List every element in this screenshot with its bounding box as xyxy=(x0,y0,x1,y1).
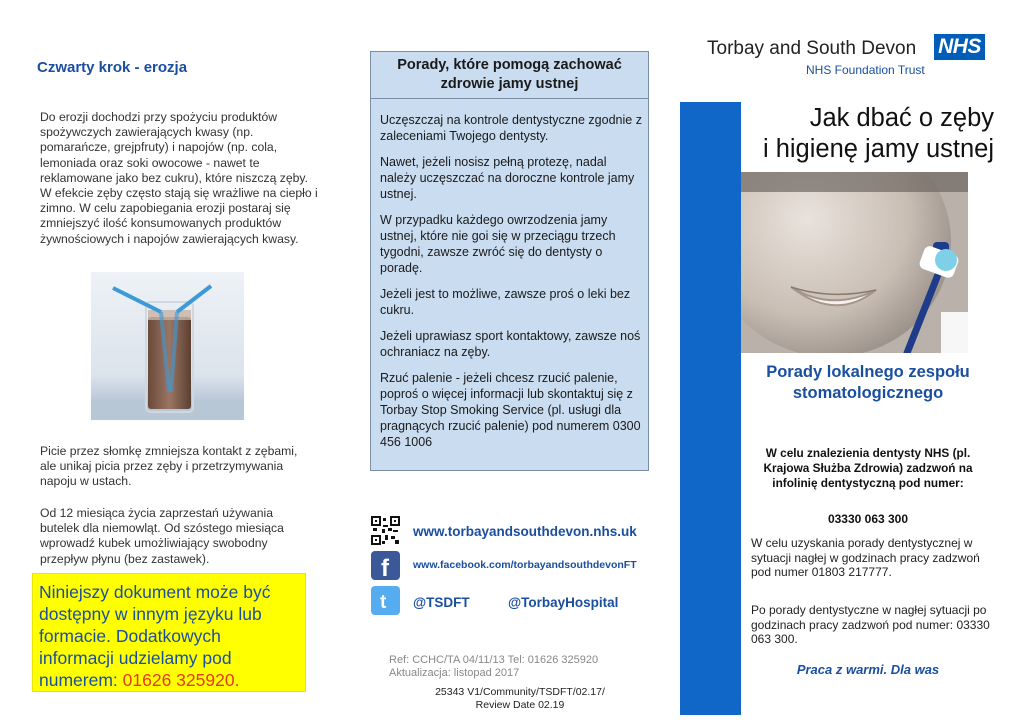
document-code-line: 25343 V1/Community/TSDFT/02.17/ xyxy=(435,686,605,698)
twitter-icon[interactable] xyxy=(371,586,400,615)
tip-item: Nawet, jeżeli nosisz pełną protezę, nadal należy uczęszczać na doroczne kontrole jamy ustnej. xyxy=(380,155,635,201)
alternative-format-box xyxy=(32,573,306,692)
section-heading-erosion: Czwarty krok - erozja xyxy=(37,59,188,76)
straw-paragraph: Picie przez słomkę zmniejsza kontakt z zębami, ale unikaj picia przez zęby i przetrzymywania napoju w ustach. xyxy=(40,444,298,489)
info-phone-number[interactable]: 01626 325920 xyxy=(122,670,235,690)
tips-title: Porady, które pomogą zachować zdrowie jamy ustnej xyxy=(371,52,648,99)
tip-item: W przypadku każdego owrzodzenia jamy ustnej, które nie goi się w przeciągu trzech tygodni, zawsze zwróć się do dentysty o poradę. xyxy=(380,213,616,275)
facebook-icon[interactable] xyxy=(371,551,400,580)
title-line-1: Jak dbać o zęby xyxy=(809,104,994,132)
glass-with-straws-photo xyxy=(91,272,244,420)
tip-item: Uczęszczaj na kontrole dentystyczne zgodnie z zaleceniami Twojego dentysty. xyxy=(380,113,642,143)
review-date: Review Date 02.19 xyxy=(475,699,565,711)
local-dental-team-heading: Porady lokalnego zespołu stomatologicznego xyxy=(766,363,970,402)
trust-name: NHS Foundation Trust xyxy=(806,63,925,77)
decorative-blue-bar xyxy=(680,102,741,715)
document-code xyxy=(380,686,660,712)
title-line-2: i higienę jamy ustnej xyxy=(762,135,994,163)
tip-item: Jeżeli jest to możliwe, zawsze proś o leki bez cukru. xyxy=(380,287,631,317)
erosion-paragraph: Do erozji dochodzi przy spożyciu produktów spożywczych zawierających kwasy (np. pomarańcze, grejpfruty) i napojów (np. cola, lemoniada oraz soki owocowe - nawet te reklamowane jako bez cukru), które niszczą zęby. W efekcie zęby często stają się wrażliwe na ciepło i zimno. W celu zapobiegania erozji postaraj się zmniejszyć ilość konsumowanych produktów żywnościowych i napojów zawierających kwasy. xyxy=(40,110,318,246)
reference-info xyxy=(389,654,598,680)
urgent-advice-text: W celu uzyskania porady dentystycznej w sytuacji nagłej w godzinach pracy zadzwoń pod numer 01803 217777. xyxy=(751,536,980,579)
twitter-handle-torbay-hospital[interactable]: @TorbayHospital xyxy=(508,595,619,610)
out-of-hours-text: Po porady dentystyczne w nagłej sytuacji po godzinach pracy zadzwoń pod numer: 03330 063 300. xyxy=(751,603,990,646)
update-date: Aktualizacja: listopad 2017 xyxy=(389,667,520,679)
leaflet-title xyxy=(690,103,994,165)
tips-box xyxy=(370,51,649,471)
alternative-format-text: Niniejszy dokument może być dostępny w innym języku lub formacie. Dodatkowych informacji udzielamy pod numerem: xyxy=(39,582,271,690)
tip-item: Jeżeli uprawiasz sport kontaktowy, zawsze noś ochraniacz na zęby. xyxy=(380,329,641,359)
smiling-person-toothbrush-photo xyxy=(741,172,968,353)
info-box-end: . xyxy=(234,670,240,690)
svg-text:t: t xyxy=(380,592,387,613)
tip-item: Rzuć palenie - jeżeli chcesz rzucić palenie, poproś o więcej informacji lub skontaktuj się z Torbay Stop Smoking Service (pl. usługi dla pragnących rzucić palenie) pod numerem 0300 456 1006 xyxy=(380,371,641,449)
tips-list xyxy=(380,112,642,460)
facebook-link[interactable]: www.facebook.com/torbayandsouthdevonFT xyxy=(413,559,637,571)
bottle-paragraph: Od 12 miesiąca życia zaprzestań używania butelek dla niemowląt. Od szóstego miesiąca wprowadź kubek umożliwiający swobodny przepływ płynu (bez zastawek). xyxy=(40,506,284,566)
find-dentist-text: W celu znalezienia dentysty NHS (pl. Krajowa Służba Zdrowia) zadzwoń na infolinię dentystyczną pod numer: xyxy=(763,446,973,490)
nhs-logo: NHS xyxy=(934,34,985,60)
svg-text:f: f xyxy=(381,555,389,580)
qr-code-icon[interactable] xyxy=(371,516,400,545)
website-link[interactable]: www.torbayandsouthdevon.nhs.uk xyxy=(413,524,637,539)
twitter-handle-tsdft[interactable]: @TSDFT xyxy=(413,595,470,610)
dental-helpline-number[interactable]: 03330 063 300 xyxy=(827,512,909,526)
slogan: Praca z warmi. Dla was xyxy=(796,662,940,677)
reference-line: Ref: CCHC/TA 04/11/13 Tel: 01626 325920 xyxy=(389,654,599,666)
organisation-name: Torbay and South Devon xyxy=(707,38,917,59)
